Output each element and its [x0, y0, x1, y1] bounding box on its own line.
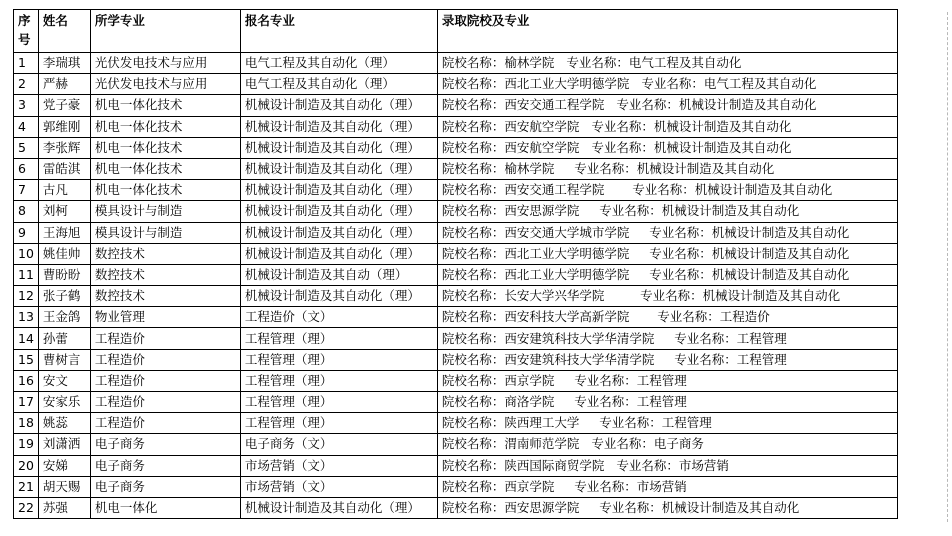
- cell-studied-major: 电子商务: [90, 476, 240, 497]
- cell-studied-major: 数控技术: [90, 243, 240, 264]
- table-row: [14, 370, 898, 391]
- table-row: [14, 201, 898, 222]
- cell-name: 孙蕾: [38, 328, 90, 349]
- table-row: [14, 243, 898, 264]
- header-studied-major: 所学专业: [90, 10, 240, 53]
- table-row: [14, 392, 898, 413]
- admission-table-container: [13, 9, 898, 519]
- cell-applied-major: 市场营销（文）: [240, 476, 437, 497]
- cell-name: 党子豪: [38, 95, 90, 116]
- cell-name: 安家乐: [38, 392, 90, 413]
- table-row: [14, 137, 898, 158]
- cell-admission: 院校名称：西安思源学院 专业名称：机械设计制造及其自动化: [437, 497, 897, 518]
- table-row: [14, 307, 898, 328]
- cell-applied-major: 机械设计制造及其自动化（理）: [240, 158, 437, 179]
- cell-index: 21: [14, 476, 39, 497]
- cell-applied-major: 工程管理（理）: [240, 349, 437, 370]
- cell-admission: 院校名称：西安科技大学高新学院 专业名称：工程造价: [437, 307, 897, 328]
- table-row: [14, 455, 898, 476]
- cell-studied-major: 机电一体化技术: [90, 116, 240, 137]
- cell-applied-major: 电子商务（文）: [240, 434, 437, 455]
- cell-index: 19: [14, 434, 39, 455]
- cell-studied-major: 数控技术: [90, 286, 240, 307]
- cell-studied-major: 机电一体化技术: [90, 95, 240, 116]
- cell-applied-major: 机械设计制造及其自动化（理）: [240, 137, 437, 158]
- cell-index: 20: [14, 455, 39, 476]
- table-row: [14, 413, 898, 434]
- table-row: [14, 328, 898, 349]
- cell-applied-major: 电气工程及其自动化（理）: [240, 53, 437, 74]
- cell-studied-major: 机电一体化技术: [90, 158, 240, 179]
- cell-index: 5: [14, 137, 39, 158]
- table-row: [14, 349, 898, 370]
- header-admission: 录取院校及专业: [437, 10, 897, 53]
- table-row: [14, 222, 898, 243]
- admission-table: [13, 9, 898, 519]
- cell-admission: 院校名称：陕西国际商贸学院 专业名称：市场营销: [437, 455, 897, 476]
- table-row: [14, 476, 898, 497]
- cell-admission: 院校名称：西安思源学院 专业名称：机械设计制造及其自动化: [437, 201, 897, 222]
- cell-applied-major: 工程管理（理）: [240, 392, 437, 413]
- cell-studied-major: 工程造价: [90, 413, 240, 434]
- cell-studied-major: 机电一体化: [90, 497, 240, 518]
- cell-index: 4: [14, 116, 39, 137]
- cell-studied-major: 光伏发电技术与应用: [90, 53, 240, 74]
- cell-admission: 院校名称：西北工业大学明德学院 专业名称：机械设计制造及其自动化: [437, 264, 897, 285]
- cell-studied-major: 工程造价: [90, 328, 240, 349]
- cell-index: 13: [14, 307, 39, 328]
- cell-name: 胡天赐: [38, 476, 90, 497]
- cell-studied-major: 工程造价: [90, 349, 240, 370]
- cell-index: 16: [14, 370, 39, 391]
- cell-name: 雷皓淇: [38, 158, 90, 179]
- cell-studied-major: 模具设计与制造: [90, 222, 240, 243]
- cell-admission: 院校名称：长安大学兴华学院 专业名称：机械设计制造及其自动化: [437, 286, 897, 307]
- cell-admission: 院校名称：榆林学院 专业名称：机械设计制造及其自动化: [437, 158, 897, 179]
- cell-name: 张子鹤: [38, 286, 90, 307]
- cell-applied-major: 工程管理（理）: [240, 370, 437, 391]
- cell-applied-major: 机械设计制造及其自动化（理）: [240, 116, 437, 137]
- table-row: [14, 74, 898, 95]
- cell-admission: 院校名称：西安建筑科技大学华清学院 专业名称：工程管理: [437, 328, 897, 349]
- cell-index: 7: [14, 180, 39, 201]
- cell-index: 6: [14, 158, 39, 179]
- cell-applied-major: 机械设计制造及其自动化（理）: [240, 222, 437, 243]
- cell-name: 李瑞琪: [38, 53, 90, 74]
- cell-index: 2: [14, 74, 39, 95]
- table-body: [14, 53, 898, 519]
- cell-index: 17: [14, 392, 39, 413]
- cell-applied-major: 机械设计制造及其自动化（理）: [240, 286, 437, 307]
- cell-admission: 院校名称：西安交通工程学院 专业名称：机械设计制造及其自动化: [437, 180, 897, 201]
- cell-name: 姚蕊: [38, 413, 90, 434]
- cell-name: 曹树言: [38, 349, 90, 370]
- cell-index: 12: [14, 286, 39, 307]
- cell-applied-major: 工程管理（理）: [240, 328, 437, 349]
- cell-admission: 院校名称：榆林学院 专业名称：电气工程及其自动化: [437, 53, 897, 74]
- cell-applied-major: 机械设计制造及其自动化（理）: [240, 497, 437, 518]
- page-margin-guide: [946, 12, 948, 522]
- cell-applied-major: 机械设计制造及其自动化（理）: [240, 180, 437, 201]
- cell-index: 3: [14, 95, 39, 116]
- cell-admission: 院校名称：西安航空学院 专业名称：机械设计制造及其自动化: [437, 137, 897, 158]
- cell-admission: 院校名称：商洛学院 专业名称：工程管理: [437, 392, 897, 413]
- table-row: [14, 497, 898, 518]
- header-index: 序号: [14, 10, 39, 53]
- cell-applied-major: 市场营销（文）: [240, 455, 437, 476]
- cell-name: 李张辉: [38, 137, 90, 158]
- cell-admission: 院校名称：西安建筑科技大学华清学院 专业名称：工程管理: [437, 349, 897, 370]
- cell-applied-major: 机械设计制造及其自动（理）: [240, 264, 437, 285]
- table-header-row: [14, 10, 898, 53]
- cell-studied-major: 机电一体化技术: [90, 137, 240, 158]
- cell-studied-major: 电子商务: [90, 434, 240, 455]
- cell-index: 8: [14, 201, 39, 222]
- cell-applied-major: 机械设计制造及其自动化（理）: [240, 95, 437, 116]
- cell-studied-major: 物业管理: [90, 307, 240, 328]
- cell-index: 11: [14, 264, 39, 285]
- cell-name: 安文: [38, 370, 90, 391]
- cell-applied-major: 机械设计制造及其自动化（理）: [240, 243, 437, 264]
- cell-admission: 院校名称：西北工业大学明德学院 专业名称：电气工程及其自动化: [437, 74, 897, 95]
- cell-studied-major: 机电一体化技术: [90, 180, 240, 201]
- cell-index: 22: [14, 497, 39, 518]
- cell-name: 王金鸽: [38, 307, 90, 328]
- cell-admission: 院校名称：西安交通工程学院 专业名称：机械设计制造及其自动化: [437, 95, 897, 116]
- cell-studied-major: 工程造价: [90, 370, 240, 391]
- cell-name: 刘潇洒: [38, 434, 90, 455]
- cell-name: 王海旭: [38, 222, 90, 243]
- table-row: [14, 264, 898, 285]
- cell-admission: 院校名称：西安航空学院 专业名称：机械设计制造及其自动化: [437, 116, 897, 137]
- cell-name: 姚佳帅: [38, 243, 90, 264]
- table-row: [14, 116, 898, 137]
- cell-applied-major: 工程管理（理）: [240, 413, 437, 434]
- cell-applied-major: 工程造价（文）: [240, 307, 437, 328]
- cell-applied-major: 电气工程及其自动化（理）: [240, 74, 437, 95]
- cell-studied-major: 模具设计与制造: [90, 201, 240, 222]
- cell-name: 安娣: [38, 455, 90, 476]
- cell-name: 郭维刚: [38, 116, 90, 137]
- cell-admission: 院校名称：西安交通大学城市学院 专业名称：机械设计制造及其自动化: [437, 222, 897, 243]
- cell-applied-major: 机械设计制造及其自动化（理）: [240, 201, 437, 222]
- table-row: [14, 286, 898, 307]
- cell-studied-major: 数控技术: [90, 264, 240, 285]
- cell-studied-major: 工程造价: [90, 392, 240, 413]
- cell-name: 苏强: [38, 497, 90, 518]
- table-row: [14, 95, 898, 116]
- table-row: [14, 53, 898, 74]
- cell-studied-major: 电子商务: [90, 455, 240, 476]
- table-row: [14, 180, 898, 201]
- header-name: 姓名: [38, 10, 90, 53]
- cell-name: 刘柯: [38, 201, 90, 222]
- cell-admission: 院校名称：陕西理工大学 专业名称：工程管理: [437, 413, 897, 434]
- cell-index: 15: [14, 349, 39, 370]
- cell-name: 古凡: [38, 180, 90, 201]
- table-row: [14, 434, 898, 455]
- cell-admission: 院校名称：西北工业大学明德学院 专业名称：机械设计制造及其自动化: [437, 243, 897, 264]
- cell-admission: 院校名称：西京学院 专业名称：市场营销: [437, 476, 897, 497]
- header-applied-major: 报名专业: [240, 10, 437, 53]
- cell-studied-major: 光伏发电技术与应用: [90, 74, 240, 95]
- cell-index: 9: [14, 222, 39, 243]
- cell-index: 10: [14, 243, 39, 264]
- table-row: [14, 158, 898, 179]
- cell-index: 1: [14, 53, 39, 74]
- cell-index: 18: [14, 413, 39, 434]
- cell-name: 严赫: [38, 74, 90, 95]
- cell-name: 曹盼盼: [38, 264, 90, 285]
- cell-admission: 院校名称：西京学院 专业名称：工程管理: [437, 370, 897, 391]
- cell-admission: 院校名称：渭南师范学院 专业名称：电子商务: [437, 434, 897, 455]
- cell-index: 14: [14, 328, 39, 349]
